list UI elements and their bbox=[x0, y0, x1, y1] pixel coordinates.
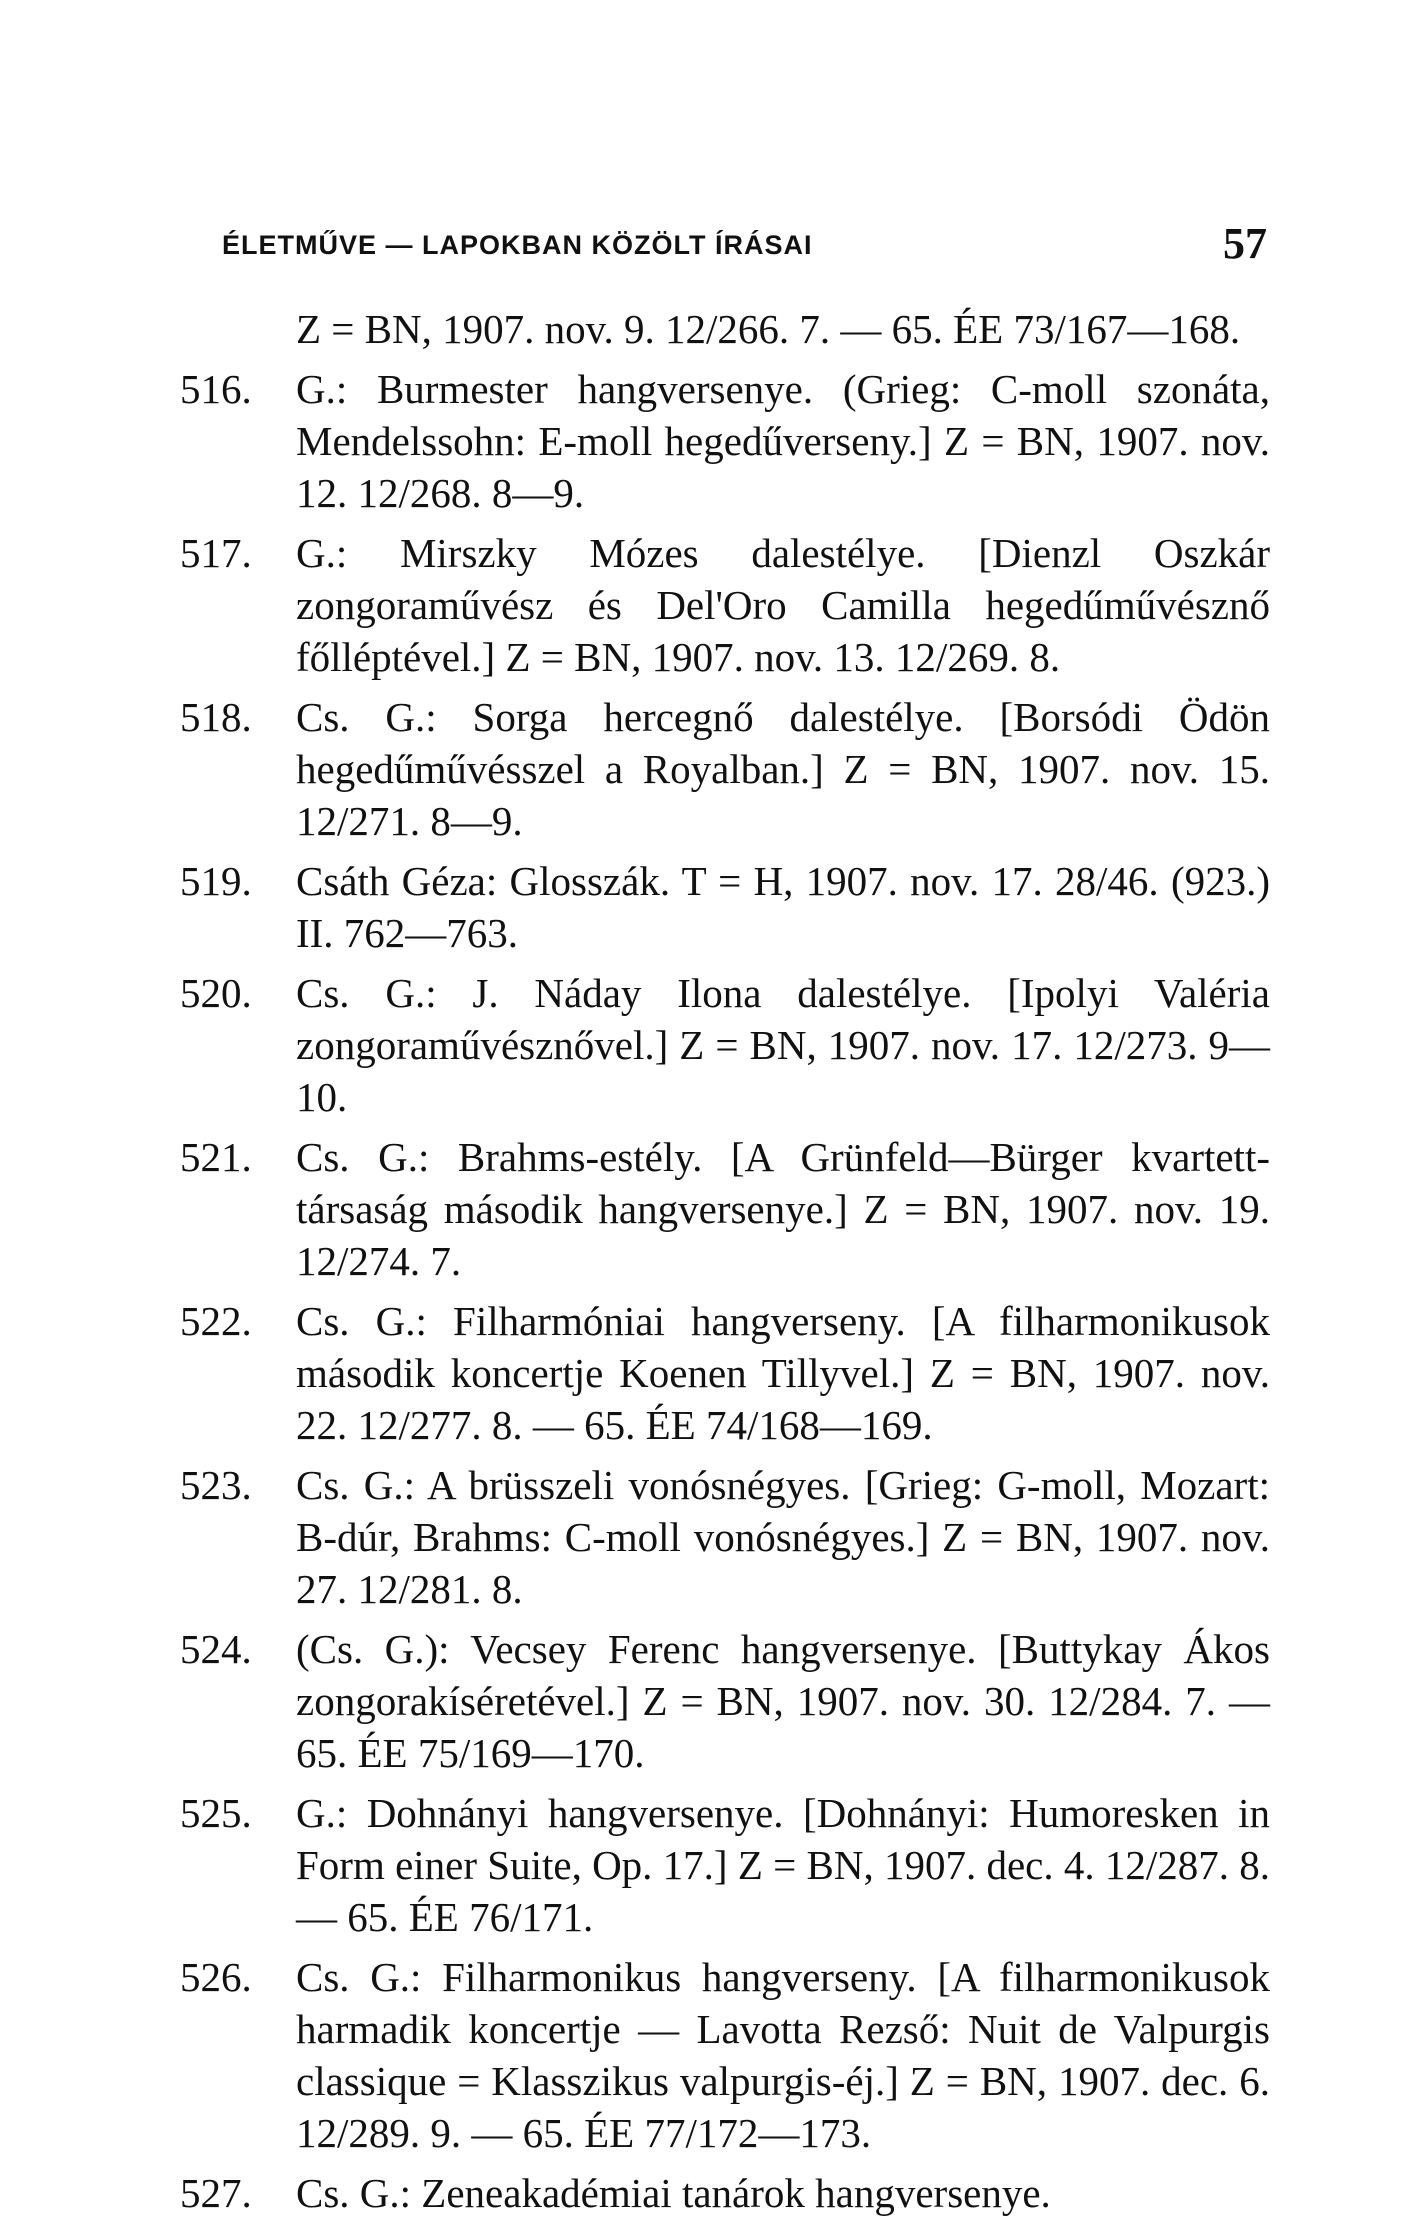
entry-number: 523. bbox=[180, 1462, 252, 1508]
entry-text: Z = BN, 1907. nov. 9. 12/266. 7. — 65. ÉE 73/167—168. bbox=[296, 306, 1241, 352]
entry-text: Cs. G.: Zeneakadémiai tanárok hangversenye. bbox=[296, 2170, 1051, 2216]
bibliography-entry bbox=[180, 855, 1270, 959]
entry-text: Cs. G.: Sorga hercegnő dalestélye. [Borsódi Ödön hegedűművésszel a Royalban.] Z = BN, 1907. nov. 15. 12/271. 8—9. bbox=[296, 694, 1270, 844]
entry-number: 527. bbox=[180, 2170, 252, 2216]
bibliography-entry bbox=[180, 691, 1270, 847]
entry-number: 522. bbox=[180, 1298, 252, 1344]
bibliography-entry bbox=[180, 1951, 1270, 2159]
entry-text: G.: Mirszky Mózes dalestélye. [Dienzl Oszkár zongoraművész és Del'Oro Camilla hegedűművésznő főlléptével.] Z = BN, 1907. nov. 13. 12/269. 8. bbox=[296, 530, 1270, 680]
bibliography-entry bbox=[180, 1131, 1270, 1287]
entry-number: 521. bbox=[180, 1134, 252, 1180]
bibliography-entry bbox=[180, 1623, 1270, 1779]
entry-text: (Cs. G.): Vecsey Ferenc hangversenye. [Buttykay Ákos zongorakíséretével.] Z = BN, 1907. nov. 30. 12/284. 7. — 65. ÉE 75/169—170. bbox=[296, 1626, 1270, 1776]
entry-number: 525. bbox=[180, 1790, 252, 1836]
bibliography-entry bbox=[180, 363, 1270, 519]
bibliography-entry bbox=[180, 1459, 1270, 1615]
bibliography-entry bbox=[180, 527, 1270, 683]
entry-number: 518. bbox=[180, 694, 252, 740]
bibliography-entry bbox=[180, 303, 1270, 355]
entry-number: 517. bbox=[180, 530, 252, 576]
bibliography-list bbox=[180, 303, 1270, 2227]
entry-number: 520. bbox=[180, 970, 252, 1016]
bibliography-entry bbox=[180, 1787, 1270, 1943]
running-header bbox=[222, 218, 1267, 278]
header-title: ÉLETMŰVE — LAPOKBAN KÖZÖLT ÍRÁSAI bbox=[222, 230, 813, 260]
entry-text: Csáth Géza: Glosszák. T = H, 1907. nov. 17. 28/46. (923.) II. 762—763. bbox=[296, 858, 1270, 956]
entry-text: Cs. G.: Brahms-estély. [A Grünfeld—Bürger kvartett-társaság második hangversenye.] Z = BN, 1907. nov. 19. 12/274. 7. bbox=[296, 1134, 1270, 1284]
page-number: 57 bbox=[1223, 219, 1267, 268]
bibliography-entry bbox=[180, 967, 1270, 1123]
entry-number: 516. bbox=[180, 366, 252, 412]
entry-number: 519. bbox=[180, 858, 252, 904]
entry-text: G.: Burmester hangversenye. (Grieg: C-moll szonáta, Mendelssohn: E-moll hegedűverseny.] Z = BN, 1907. nov. 12. 12/268. 8—9. bbox=[296, 366, 1270, 516]
entry-number: 524. bbox=[180, 1626, 252, 1672]
entry-text: Cs. G.: Filharmóniai hangverseny. [A filharmonikusok második koncertje Koenen Tillyvel.] Z = BN, 1907. nov. 22. 12/277. 8. — 65. ÉE 74/168—169. bbox=[296, 1298, 1270, 1448]
entry-text: Cs. G.: J. Náday Ilona dalestélye. [Ipolyi Valéria zongoraművésznővel.] Z = BN, 1907. nov. 17. 12/273. 9—10. bbox=[296, 970, 1270, 1120]
entry-text: Cs. G.: A brüsszeli vonósnégyes. [Grieg: G-moll, Mozart: B-dúr, Brahms: C-moll vonósnégyes.] Z = BN, 1907. nov. 27. 12/281. 8. bbox=[296, 1462, 1270, 1612]
entry-number: 526. bbox=[180, 1954, 252, 2000]
bibliography-entry bbox=[180, 1295, 1270, 1451]
bibliography-entry bbox=[180, 2167, 1270, 2219]
entry-text: G.: Dohnányi hangversenye. [Dohnányi: Humoresken in Form einer Suite, Op. 17.] Z = BN, 1907. dec. 4. 12/287. 8. — 65. ÉE 76/171. bbox=[296, 1790, 1270, 1940]
entry-text: Cs. G.: Filharmonikus hangverseny. [A filharmonikusok harmadik koncertje — Lavotta Rezső: Nuit de Valpurgis classique = Klasszikus valpurgis-éj.] Z = BN, 1907. dec. 6. 12/289. 9. — 65. ÉE 77/172—173. bbox=[296, 1954, 1270, 2156]
